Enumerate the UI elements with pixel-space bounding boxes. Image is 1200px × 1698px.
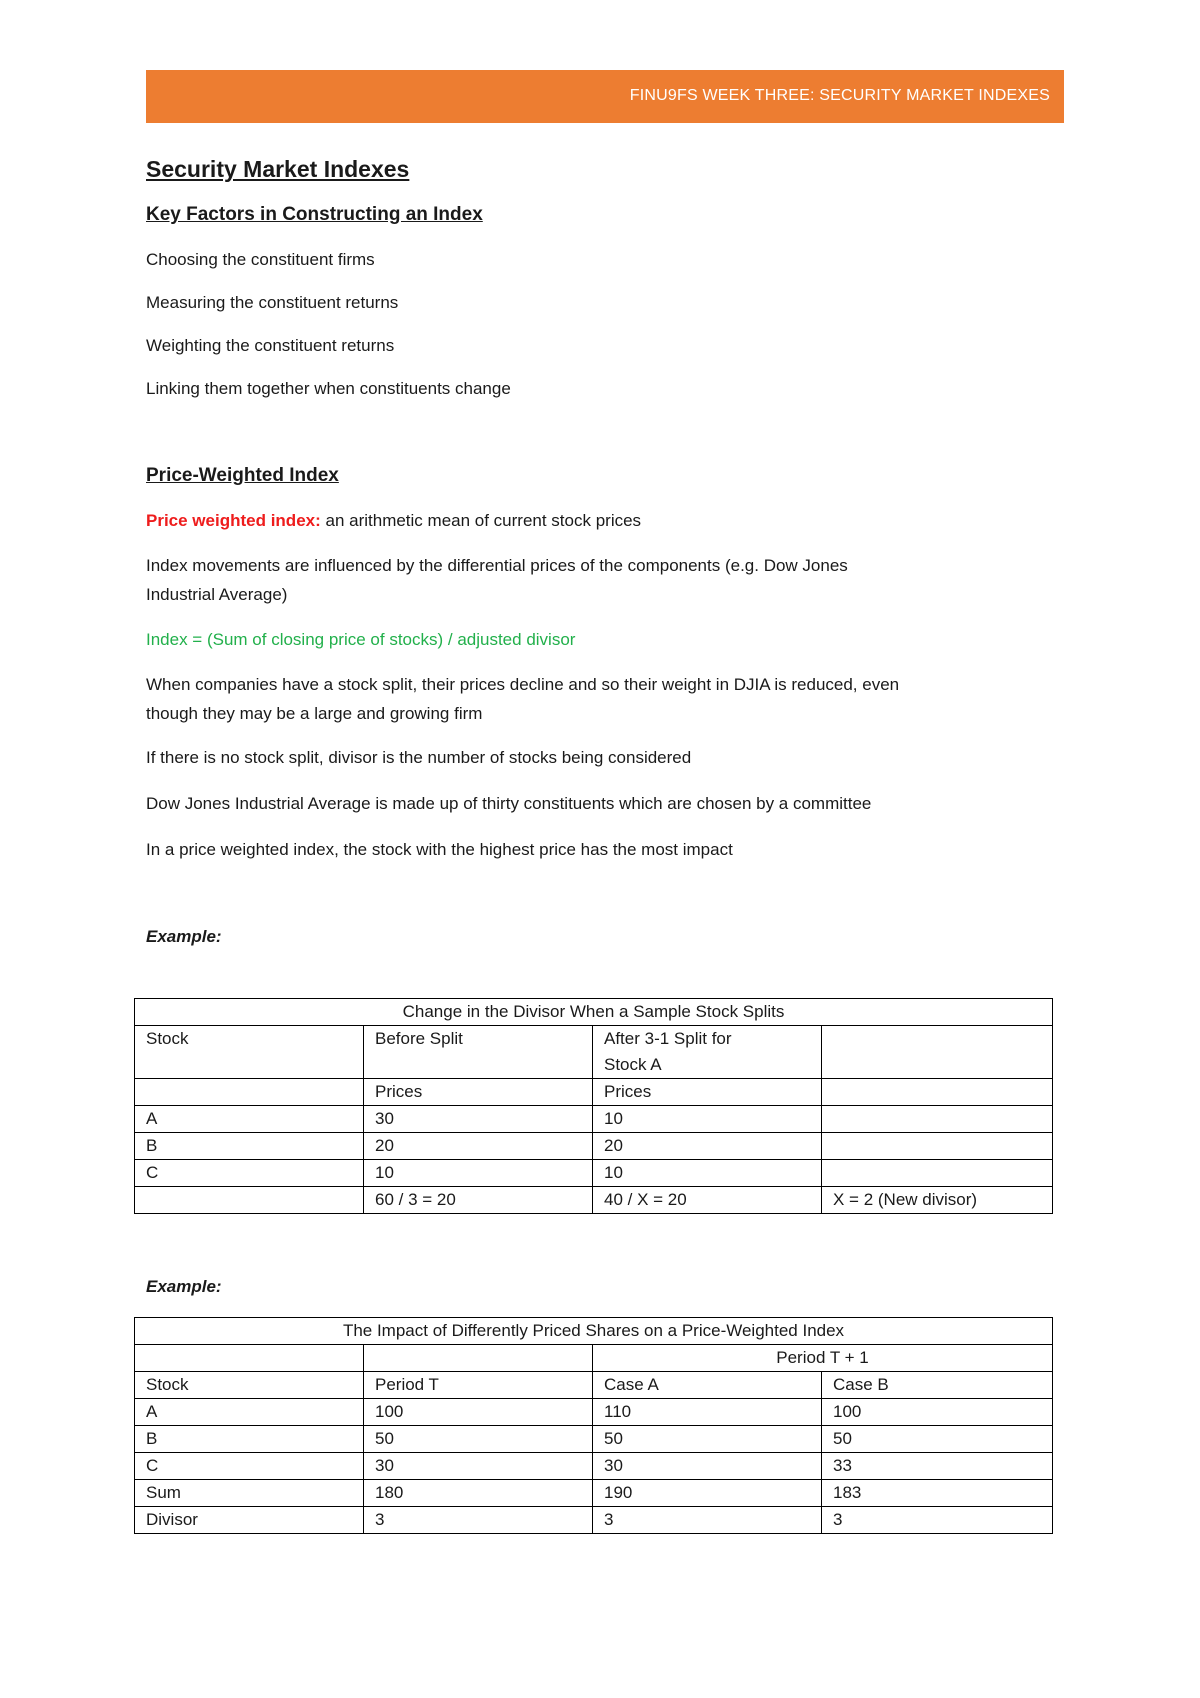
header-line: After 3-1 Split for (604, 1029, 732, 1048)
table-cell: B (135, 1426, 364, 1453)
table-header-cell: Case A (593, 1372, 822, 1399)
table-caption: Change in the Divisor When a Sample Stock Splits (135, 999, 1053, 1026)
table-row (135, 1160, 1053, 1187)
table-cell: 100 (364, 1399, 593, 1426)
table-header-cell: Stock (135, 1026, 364, 1079)
table-cell: B (135, 1133, 364, 1160)
table-row (135, 1426, 1053, 1453)
djia-paragraph: Dow Jones Industrial Average is made up of thirty constituents which are chosen by a committee (146, 794, 872, 813)
table-header-cell (593, 1026, 822, 1079)
table-cell: 3 (822, 1507, 1053, 1534)
table-header-cell: Stock (135, 1372, 364, 1399)
factor-item: Linking them together when constituents change (146, 379, 511, 398)
table-cell: 10 (364, 1160, 593, 1187)
table-cell: 183 (822, 1480, 1053, 1507)
table-row (135, 1399, 1053, 1426)
table-cell: 3 (593, 1507, 822, 1534)
table-cell: X = 2 (New divisor) (822, 1187, 1053, 1214)
table-cell: 190 (593, 1480, 822, 1507)
table-cell: 60 / 3 = 20 (364, 1187, 593, 1214)
split-paragraph-line: though they may be a large and growing firm (146, 704, 483, 723)
example-label: Example: (146, 927, 222, 946)
table-cell: C (135, 1160, 364, 1187)
header-bar (146, 70, 1064, 123)
table-cell: 10 (593, 1106, 822, 1133)
table-cell: 30 (364, 1106, 593, 1133)
factor-item: Choosing the constituent firms (146, 250, 375, 269)
definition-text: an arithmetic mean of current stock prices (320, 511, 642, 530)
table-cell: 20 (364, 1133, 593, 1160)
table-header-cell: Period T (364, 1372, 593, 1399)
table-caption: The Impact of Differently Priced Shares on a Price-Weighted Index (135, 1318, 1053, 1345)
table-row (135, 1187, 1053, 1214)
table-cell (822, 1133, 1053, 1160)
table-header-cell: Before Split (364, 1026, 593, 1079)
table-row (135, 1507, 1053, 1534)
table-cell (822, 1106, 1053, 1133)
table-header-cell: Case B (822, 1372, 1053, 1399)
split-paragraph-line: When companies have a stock split, their prices decline and so their weight in DJIA is reduced, even (146, 675, 900, 694)
table-cell: 100 (822, 1399, 1053, 1426)
table-cell: 180 (364, 1480, 593, 1507)
table-cell: 50 (593, 1426, 822, 1453)
table-cell: 30 (593, 1453, 822, 1480)
example-label: Example: (146, 1277, 222, 1296)
table-subheader-cell: Prices (364, 1079, 593, 1106)
table-group-header: Period T + 1 (593, 1345, 1053, 1372)
table-cell: 10 (593, 1160, 822, 1187)
table-row (135, 1106, 1053, 1133)
table-cell: A (135, 1106, 364, 1133)
table-cell: 33 (822, 1453, 1053, 1480)
table-cell: 3 (364, 1507, 593, 1534)
index-formula: Index = (Sum of closing price of stocks) / adjusted divisor (146, 630, 576, 649)
table-subheader-cell: Prices (593, 1079, 822, 1106)
document-title: Security Market Indexes (146, 156, 410, 182)
definition-paragraph (146, 506, 1064, 535)
divisor-table (134, 998, 1053, 1214)
table-cell: Divisor (135, 1507, 364, 1534)
table-cell: 50 (364, 1426, 593, 1453)
table-cell: 50 (822, 1426, 1053, 1453)
definition-term: Price weighted index: (146, 511, 321, 530)
table-cell (135, 1187, 364, 1214)
table-subheader-cell (135, 1079, 364, 1106)
table-header-cell (364, 1345, 593, 1372)
table-row (135, 1453, 1053, 1480)
table-cell: C (135, 1453, 364, 1480)
impact-paragraph: In a price weighted index, the stock with the highest price has the most impact (146, 840, 733, 859)
table-cell (822, 1160, 1053, 1187)
impact-table (134, 1317, 1053, 1534)
no-split-paragraph: If there is no stock split, divisor is the number of stocks being considered (146, 748, 692, 767)
table-header-cell (135, 1345, 364, 1372)
movements-paragraph-line: Industrial Average) (146, 585, 288, 604)
table-cell: A (135, 1399, 364, 1426)
table-cell: 40 / X = 20 (593, 1187, 822, 1214)
table-row (135, 1480, 1053, 1507)
section-heading-price-weighted: Price-Weighted Index (146, 465, 339, 486)
header-line: Stock A (604, 1055, 662, 1074)
document-body (146, 152, 1064, 951)
movements-paragraph-line: Index movements are influenced by the differential prices of the components (e.g. Dow Jones (146, 556, 848, 575)
table-cell: 20 (593, 1133, 822, 1160)
factor-item: Weighting the constituent returns (146, 336, 395, 355)
table-cell: 110 (593, 1399, 822, 1426)
table-subheader-cell (822, 1079, 1053, 1106)
header-title: FINU9FS WEEK THREE: SECURITY MARKET INDEXES (629, 87, 1050, 104)
table-cell: Sum (135, 1480, 364, 1507)
table-header-cell (822, 1026, 1053, 1079)
factor-item: Measuring the constituent returns (146, 293, 399, 312)
table-row (135, 1133, 1053, 1160)
table-cell: 30 (364, 1453, 593, 1480)
section-heading-key-factors: Key Factors in Constructing an Index (146, 204, 483, 225)
